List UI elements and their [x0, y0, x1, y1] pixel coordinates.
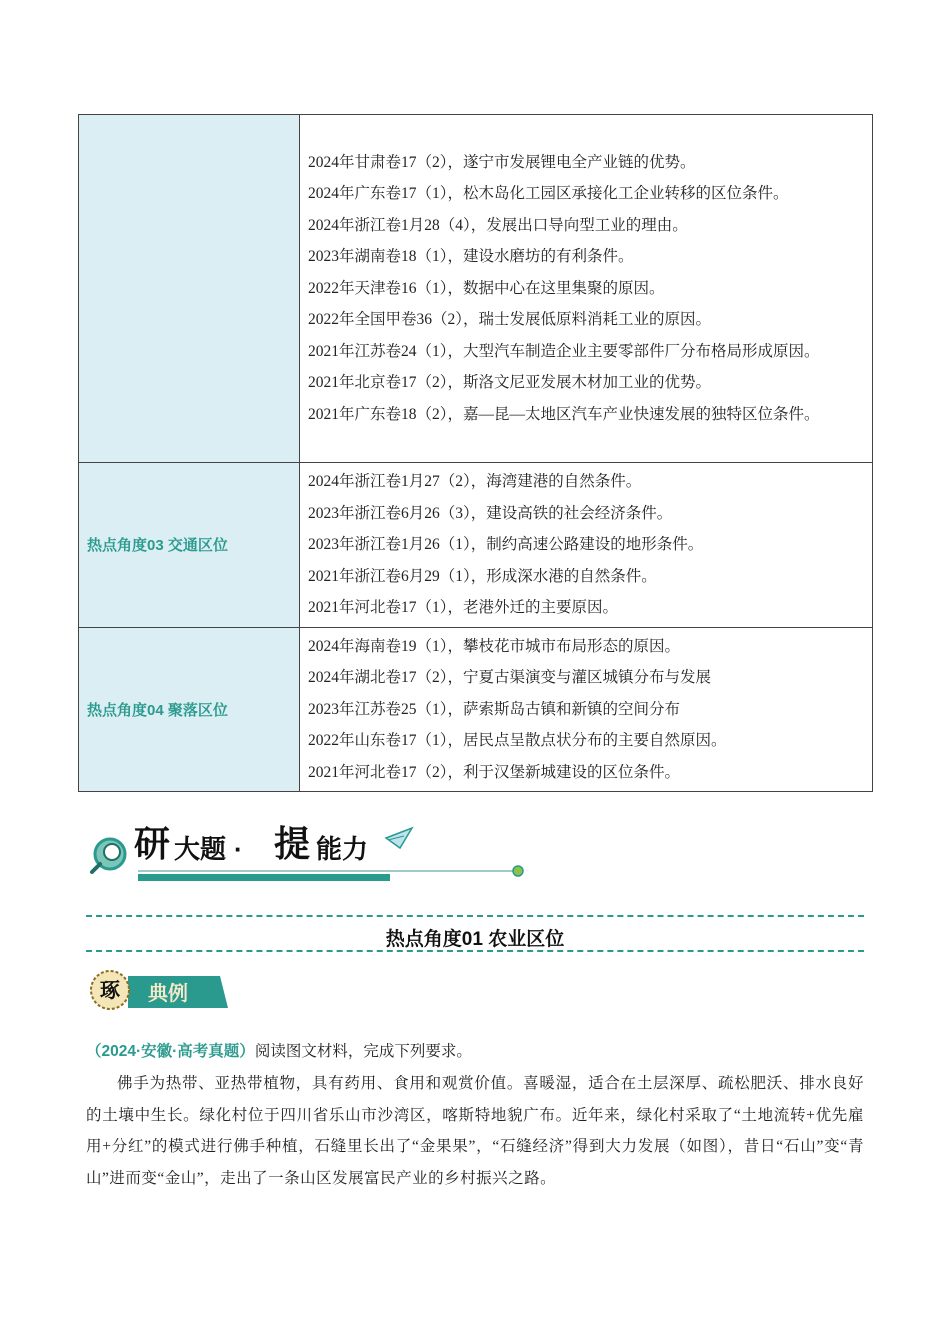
list-item: 2024年广东卷17（1），松木岛化工园区承接化工企业转移的区位条件。 — [308, 185, 789, 203]
list-item: 2021年广东卷18（2），嘉—昆—太地区汽车产业快速发展的独特区位条件。 — [308, 405, 820, 423]
list-item: 2023年浙江卷6月26（3），建设高铁的社会经济条件。 — [308, 504, 673, 522]
list-item: 2024年海南卷19（1），攀枝花市城市布局形态的原因。 — [308, 637, 681, 655]
list-item: 2024年浙江卷1月27（2），海湾建港的自然条件。 — [308, 473, 642, 490]
dashed-divider-bottom — [86, 950, 864, 952]
list-item: 2022年全国甲卷36（2），瑞士发展低原料消耗工业的原因。 — [308, 311, 712, 329]
hotspot-table — [78, 114, 873, 792]
section-banner — [88, 818, 538, 888]
list-item: 2022年山东卷17（1），居民点呈散点状分布的主要自然原因。 — [308, 732, 727, 749]
banner-text-nengli: 能力 — [316, 834, 369, 864]
banner-char-ti: 提 — [274, 824, 311, 864]
list-item: 2023年湖南卷18（1），建设水磨坊的有利条件。 — [308, 248, 634, 266]
items-cell — [300, 627, 873, 792]
category-cell — [79, 115, 300, 463]
magnifier-icon — [92, 839, 125, 872]
table-row — [79, 627, 873, 792]
banner-text-dati: 大题 — [174, 834, 227, 864]
badge-label: 典例 — [148, 983, 188, 1005]
table-row — [79, 115, 873, 463]
question-intro — [86, 1036, 864, 1068]
list-item: 2023年江苏卷25（1），萨索斯岛古镇和新镇的空间分布 — [308, 700, 681, 718]
list-item: 2021年江苏卷24（1），大型汽车制造企业主要零部件厂分布格局形成原因。 — [308, 342, 820, 360]
material-paragraph: 佛手为热带、亚热带植物，具有药用、食用和观赏价值。喜暖湿，适合在土层深厚、疏松肥沃、排水良好的土壤中生长。绿化村位于四川省乐山市沙湾区，喀斯特地貌广布。近年来，绿化村采取了“土地流转+优先雇用+分红”的模式进行佛手种植，石缝里长出了“金果果”，“石缝经济”得到大力发展（如图），昔日“石山”变“青山”进而变“金山”，走出了一条山区发展富民产业的乡村振兴之路。 — [86, 1075, 864, 1187]
list-item: 2024年湖北卷17（2），宁夏古渠演变与灌区城镇分布与发展 — [308, 669, 712, 686]
list-item: 2024年甘肃卷17（2），遂宁市发展锂电全产业链的优势。 — [308, 153, 696, 171]
items-cell — [300, 115, 873, 463]
banner-char-yan: 研 — [134, 824, 171, 864]
badge-seal: 琢 — [100, 980, 120, 1002]
section-title: 热点角度01 农业区位 — [385, 929, 565, 950]
list-item: 2022年天津卷16（1），数据中心在这里集聚的原因。 — [308, 279, 665, 297]
source-tag: （2024·安徽·高考真题） — [86, 1043, 255, 1060]
table-row — [79, 463, 873, 628]
list-item: 2021年河北卷17（2），利于汉堡新城建设的区位条件。 — [308, 763, 681, 781]
list-item: 2021年北京卷17（2），斯洛文尼亚发展木材加工业的优势。 — [308, 374, 712, 392]
banner-dot: · — [234, 834, 243, 864]
category-cell: 热点角度04 聚落区位 — [79, 627, 300, 792]
example-badge — [88, 968, 228, 1010]
paper-plane-icon — [386, 828, 412, 848]
list-item: 2021年河北卷17（1），老港外迁的主要原因。 — [308, 599, 619, 616]
list-item: 2024年浙江卷1月28（4），发展出口导向型工业的理由。 — [308, 216, 688, 234]
dashed-divider-top — [86, 915, 864, 917]
list-item: 2023年浙江卷1月26（1），制约高速公路建设的地形条件。 — [308, 536, 704, 553]
intro-text: 阅读图文材料，完成下列要求。 — [254, 1043, 472, 1060]
list-item: 2021年浙江卷6月29（1），形成深水港的自然条件。 — [308, 567, 657, 585]
category-cell: 热点角度03 交通区位 — [79, 463, 300, 628]
banner-underline — [138, 874, 390, 881]
items-cell — [300, 463, 873, 628]
